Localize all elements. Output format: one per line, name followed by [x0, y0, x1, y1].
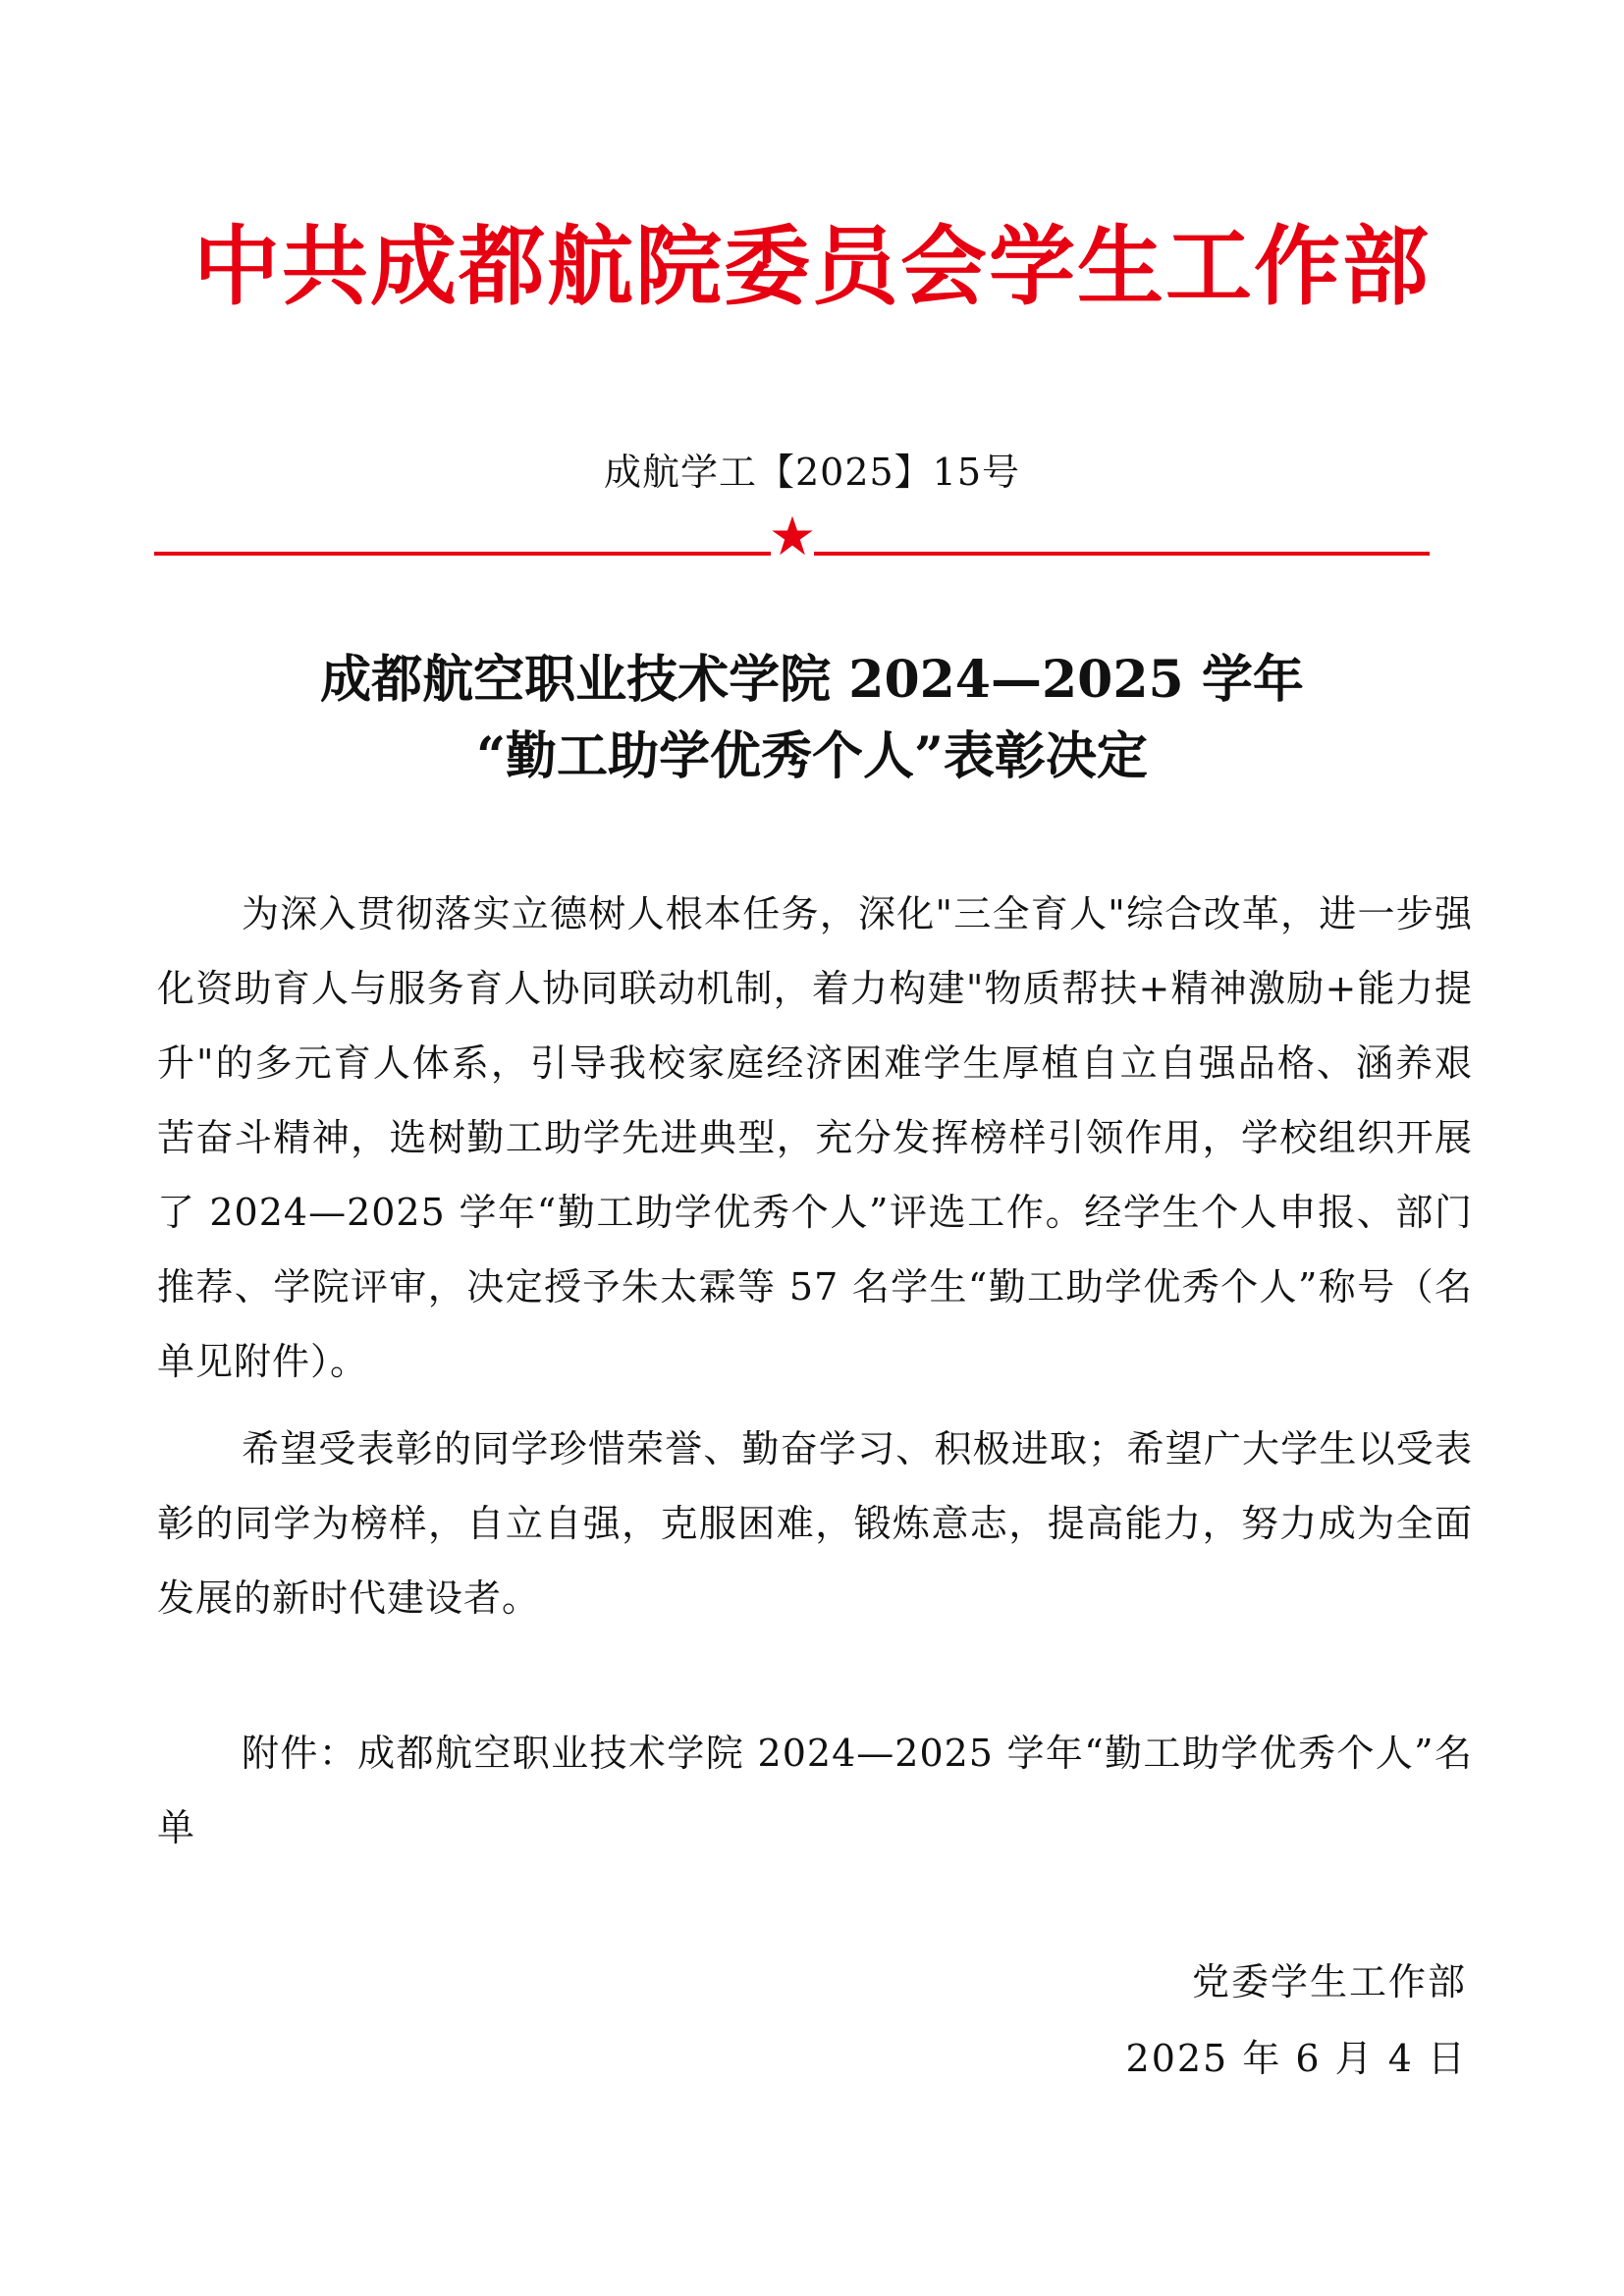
- signature-department: 党委学生工作部: [1191, 1960, 1467, 2003]
- body-paragraph-2: 希望受表彰的同学珍惜荣誉、勤奋学习、积极进取；希望广大学生以受表彰的同学为榜样，自立自强，克服困难，锻炼意志，提高能力，努力成为全面发展的新时代建设者。: [157, 1427, 1473, 1620]
- red-divider-left: [154, 552, 771, 556]
- attachment-note: 附件：成都航空职业技术学院 2024—2025 学年“勤工助学优秀个人”名单: [157, 1732, 1473, 1849]
- document-title-line1: 成都航空职业技术学院 2024—2025 学年: [320, 650, 1304, 710]
- red-divider-right: [814, 552, 1430, 556]
- red-star-icon: [770, 513, 815, 559]
- signature-date: 2025 年 6 月 4 日: [1125, 2037, 1467, 2080]
- organization-header: 中共成都航院委员会学生工作部: [192, 216, 1431, 317]
- body-paragraph-1: 为深入贯彻落实立德树人根本任务，深化"三全育人"综合改革，进一步强化资助育人与服务育人协同联动机制，着力构建"物质帮扶+精神激励+能力提升"的多元育人体系，引导我校家庭经济困难学生厚植自立自强品格、涵养艰苦奋斗精神，选树勤工助学先进典型，充分发挥榜样引领作用，学校组织开展了 2024—2025 学年“勤工助学优秀个人”评选工作。经学生个人申报、部门推荐、学院评审，决定授予朱太霖等 57 名学生“勤工助学优秀个人”称号（名单见附件）。: [157, 892, 1473, 1383]
- document-number: 成航学工【2025】15号: [603, 451, 1021, 494]
- document-title-line2: “勤工助学优秀个人”表彰决定: [476, 726, 1148, 786]
